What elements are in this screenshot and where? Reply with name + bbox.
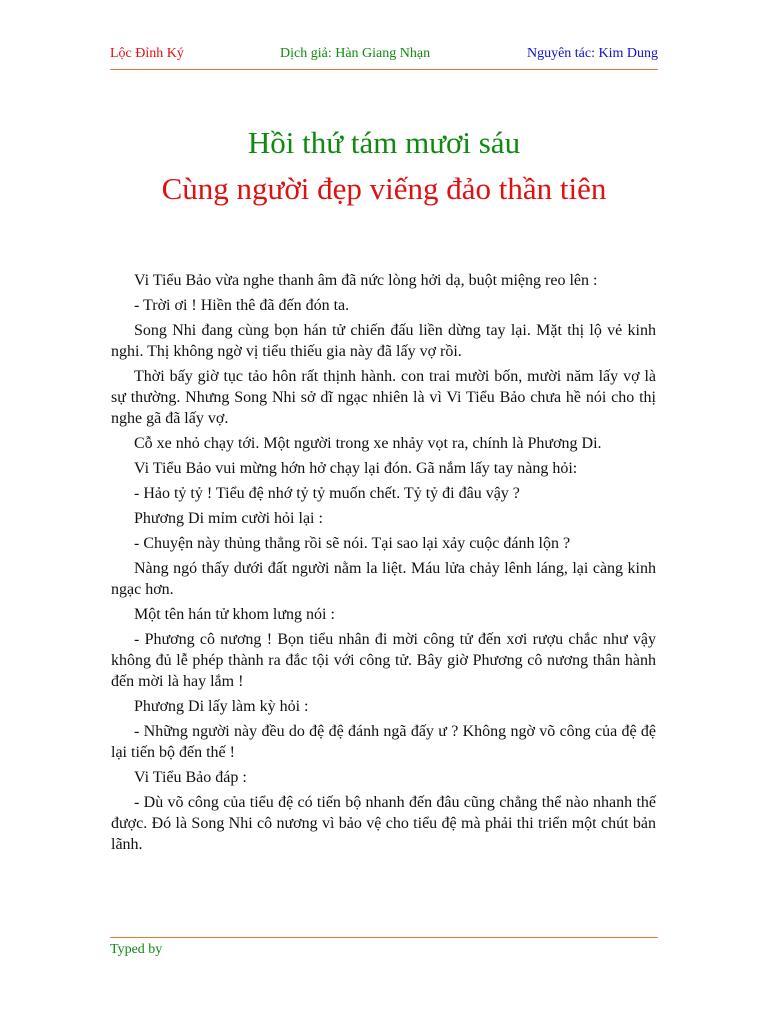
footer-typed-by: Typed by — [110, 942, 163, 957]
paragraph: Vi Tiểu Bảo đáp : — [134, 769, 247, 786]
header-author: Nguyên tác: Kim Dung — [526, 46, 658, 61]
paragraph: Thời bấy giờ tục tảo hôn rất thịnh hành. con trai mười bốn, mười năm lấy vợ là sự thường. Nhưng Song Nhi sở dĩ ngạc nhiên là vì Vi Tiểu Bảo chưa hề nói cho thị nghe gã đã lấy vợ. — [111, 368, 656, 427]
paragraph: - Trời ơi ! Hiền thê đã đến đón ta. — [134, 297, 350, 314]
chapter-title: Cùng người đẹp viếng đảo thần tiên — [161, 171, 607, 206]
chapter-number: Hồi thứ tám mươi sáu — [247, 125, 521, 160]
page-footer — [110, 942, 162, 958]
chapter-body — [111, 270, 656, 859]
paragraph: - Phương cô nương ! Bọn tiểu nhân đi mời công tử đến xơi rượu chắc như vậy không đủ lễ phép thành ra đắc tội với công tử. Bây giờ Phương cô nương thân hành đến mời là hay lắm ! — [111, 631, 656, 690]
page-header — [110, 44, 658, 68]
chapter-heading — [110, 122, 658, 210]
paragraph: Phương Di mỉm cười hỏi lại : — [134, 510, 323, 527]
footer-divider — [110, 937, 658, 938]
paragraph: Song Nhi đang cùng bọn hán tử chiến đấu liền dừng tay lại. Mặt thị lộ vẻ kinh nghi. Thị không ngờ vị tiểu thiếu gia này đã lấy vợ rồi. — [111, 322, 656, 360]
header-divider — [110, 69, 658, 70]
paragraph: Một tên hán tử khom lưng nói : — [134, 606, 335, 623]
header-book-title: Lộc Đỉnh Ký — [110, 46, 184, 61]
header-translator: Dịch giả: Hàn Giang Nhạn — [280, 46, 431, 61]
paragraph: Cỗ xe nhỏ chạy tới. Một người trong xe nhảy vọt ra, chính là Phương Di. — [134, 435, 602, 452]
paragraph: Phương Di lấy làm kỳ hỏi : — [134, 698, 309, 715]
paragraph: Nàng ngó thấy dưới đất người nằm la liệt. Máu lửa chảy lênh láng, lại càng kinh ngạc hơn. — [111, 560, 656, 598]
paragraph: - Chuyện này thủng thẳng rồi sẽ nói. Tại sao lại xảy cuộc đánh lộn ? — [134, 535, 571, 552]
paragraph: - Dù võ công của tiểu đệ có tiến bộ nhanh đến đâu cũng chẳng thể nào nhanh thế được. Đó là Song Nhi cô nương vì bảo vệ cho tiểu đệ mà phải thi triển một chút bản lãnh. — [111, 794, 656, 853]
paragraph: Vi Tiểu Bảo vui mừng hớn hở chạy lại đón. Gã nắm lấy tay nàng hỏi: — [134, 460, 578, 477]
paragraph: - Những người này đều do đệ đệ đánh ngã đấy ư ? Không ngờ võ công của đệ đệ lại tiến bộ đến thế ! — [111, 723, 656, 761]
paragraph: - Hảo tỷ tỷ ! Tiểu đệ nhớ tỷ tỷ muốn chết. Tỷ tỷ đi đâu vậy ? — [134, 485, 520, 502]
paragraph: Vi Tiểu Bảo vừa nghe thanh âm đã nức lòng hởi dạ, buột miệng reo lên : — [134, 272, 598, 289]
